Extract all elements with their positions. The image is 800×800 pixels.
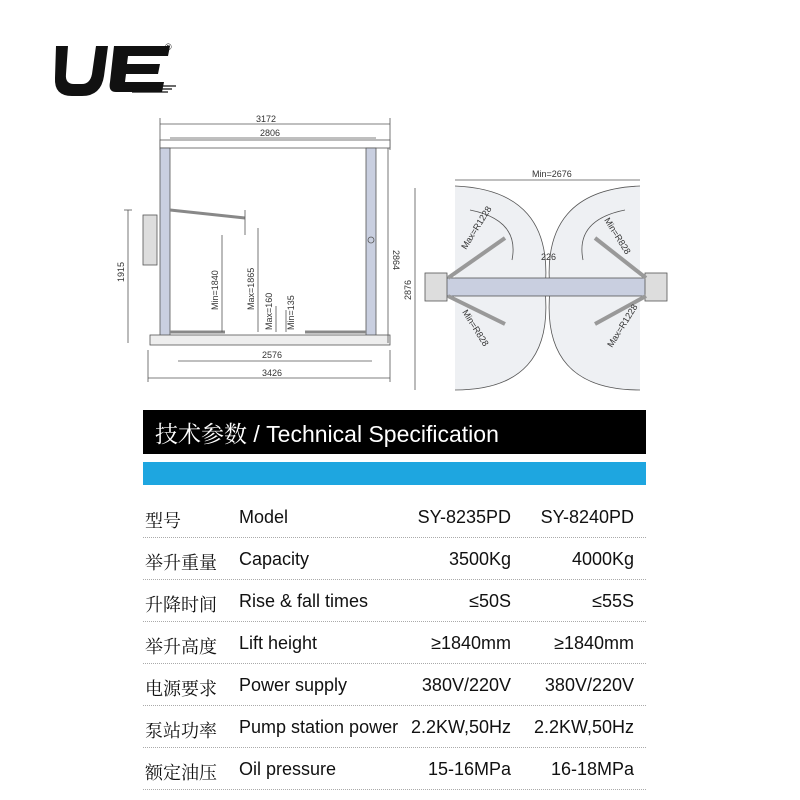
lift-technical-drawing — [0, 110, 800, 410]
registered-mark: ® — [165, 42, 172, 52]
row-label-zh: 型号 — [145, 511, 181, 532]
table-row — [143, 748, 646, 790]
row-value-2: 16-18MPa — [550, 759, 634, 779]
row-value-1: 3500Kg — [448, 549, 511, 569]
dim-overall-width: 3172 — [256, 114, 277, 124]
row-label-en: Pump station power — [239, 717, 399, 737]
dim-drive-through: 2576 — [262, 350, 283, 360]
row-label-en: Lift height — [239, 633, 318, 653]
dim-height: 2864 — [391, 250, 401, 271]
dim-arm-r1: Max=R1228 — [459, 204, 494, 252]
accent-bar — [143, 462, 646, 485]
spec-table — [143, 496, 646, 790]
row-value-2: 380V/220V — [544, 675, 634, 695]
dim-min-lift: Min=1840 — [210, 270, 220, 310]
row-value-2: 4000Kg — [571, 549, 634, 569]
table-row — [143, 622, 646, 664]
row-label-en: Rise & fall times — [239, 591, 369, 611]
table-row — [143, 538, 646, 580]
dim-min-width: Min=2676 — [532, 169, 572, 179]
front-view — [124, 118, 390, 382]
row-value-2: ≥1840mm — [554, 633, 634, 653]
row-label-zh: 电源要求 — [145, 679, 217, 700]
row-label-en: Capacity — [239, 549, 310, 569]
row-value-1: SY-8235PD — [417, 507, 511, 527]
row-value-2: 2.2KW,50Hz — [533, 717, 634, 737]
row-label-zh: 举升高度 — [145, 637, 217, 658]
row-label-zh: 升降时间 — [145, 595, 217, 616]
ue-logo — [52, 40, 182, 100]
dim-arm-r2: Min=R828 — [460, 307, 491, 349]
row-label-en: Oil pressure — [239, 759, 337, 779]
row-label-en: Model — [239, 507, 289, 527]
table-row — [143, 496, 646, 538]
row-label-zh: 举升重量 — [145, 553, 217, 574]
top-view — [415, 180, 667, 390]
dim-arm-r4: Max=R1228 — [605, 302, 640, 350]
row-value-1: 15-16MPa — [427, 759, 511, 779]
table-row — [143, 706, 646, 748]
row-value-1: 2.2KW,50Hz — [410, 717, 511, 737]
spec-title: 技术参数 / Technical Specification — [155, 420, 499, 447]
dim-base-width: 3426 — [262, 368, 283, 378]
row-label-zh: 泵站功率 — [145, 721, 217, 742]
row-value-1: 380V/220V — [421, 675, 511, 695]
dim-min-low: Min=135 — [286, 295, 296, 330]
table-row — [143, 664, 646, 706]
row-value-1: ≤50S — [469, 591, 511, 611]
table-row — [143, 580, 646, 622]
spec-title-bar — [143, 410, 646, 454]
dim-inner-width: 2806 — [260, 128, 281, 138]
dim-max-lift: Max=1865 — [246, 267, 256, 310]
row-value-2: ≤55S — [592, 591, 634, 611]
dim-arm-r3: Min=R828 — [602, 215, 633, 257]
row-value-2: SY-8240PD — [540, 507, 634, 527]
row-label-en: Power supply — [239, 675, 348, 695]
dim-gap: 226 — [541, 252, 557, 262]
dim-left-height: 1915 — [116, 261, 126, 282]
row-value-1: ≥1840mm — [431, 633, 511, 653]
dim-depth: 2876 — [403, 279, 413, 300]
row-label-zh: 额定油压 — [145, 763, 217, 784]
dim-max-low: Max=160 — [264, 292, 274, 330]
